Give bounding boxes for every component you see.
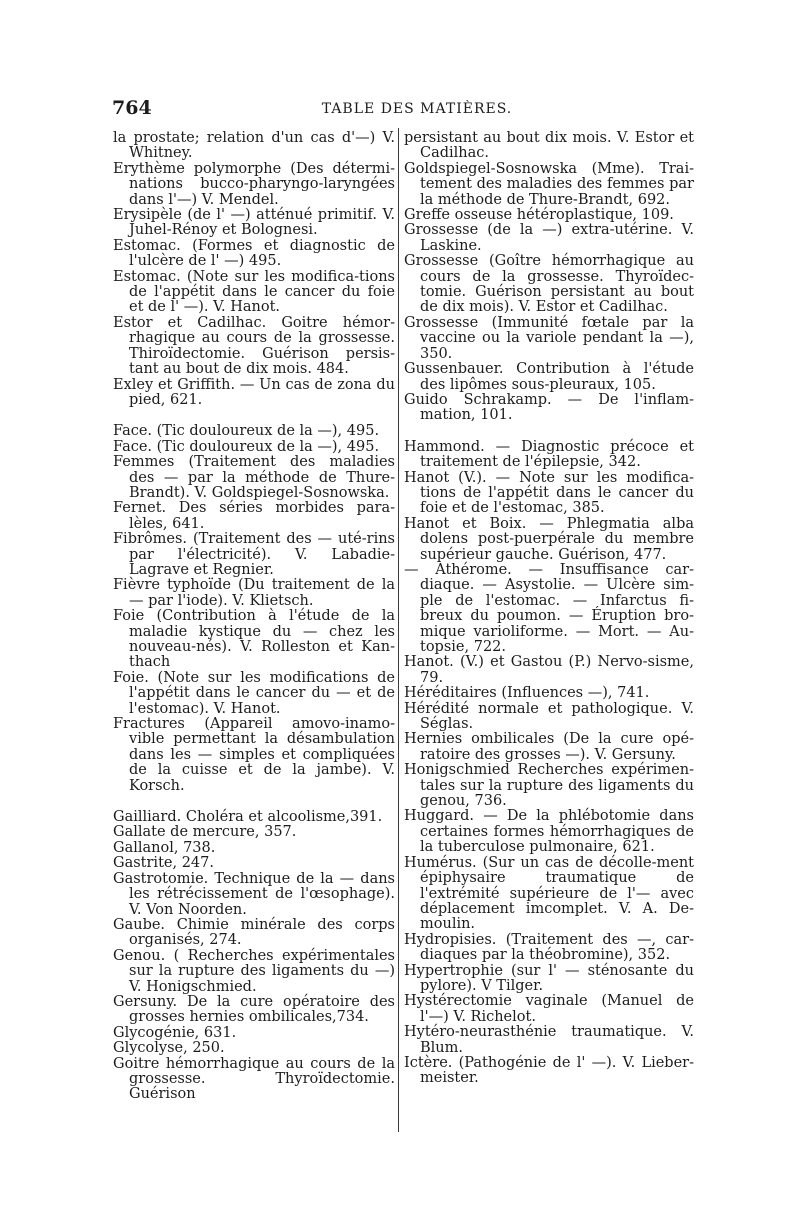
index-entry: Grossesse (Goître hémorrhagique au cours de la grossesse. Thyroïdec-tomie. Guérison persistant au bout de dix mois). V. Estor et Cadilhac.: [404, 253, 694, 316]
index-entry: Gussenbauer. Contribution à l'étude des lipômes sous-pleuraux, 105.: [404, 361, 694, 393]
index-entry: Honigschmied Recherches expérimen-tales sur la rupture des ligaments du genou, 736.: [404, 762, 694, 810]
index-entry: Hanot et Boix. — Phlegmatia alba dolens post-puerpérale du membre supérieur gauche. Guérison, 477.: [404, 515, 694, 563]
index-entry: Femmes (Traitement des maladies des — par la méthode de Thure-Brandt). V. Goldspiegel-Sosnowska.: [113, 454, 395, 501]
index-entry: Genou. ( Recherches expérimentales sur la rupture des ligaments du —) V. Honigschmied.: [113, 947, 395, 995]
index-entry: Goitre hémorrhagique au cours de la grossesse. Thyroïdectomie. Guérison: [113, 1055, 395, 1103]
left-index-column: [113, 131, 395, 1103]
index-entry: Huggard. — De la phlébotomie dans certaines formes hémorrhagiques de la tuberculose pulmonaire, 621.: [404, 808, 694, 856]
index-entry: Gailliard. Choléra et alcoolisme,391.: [113, 809, 383, 826]
index-entry: Hypertrophie (sur l' — sténosante du pylore). V Tilger.: [404, 962, 694, 994]
index-entry: Hanot (V.). — Note sur les modifica-tions de l'appétit dans le cancer du foie et de l'estomac, 385.: [404, 469, 694, 517]
index-entry: la prostate; relation d'un cas d'—) V. Whitney.: [113, 130, 395, 162]
index-entry: Estor et Cadilhac. Goitre hémor-rhagique au cours de la grossesse. Thiroïdectomie. Guérison persis-tant au bout de dix mois. 484.: [113, 314, 395, 378]
index-entry: Grossesse (de la —) extra-utérine. V. Laskine.: [404, 222, 694, 254]
index-entry: Glycolyse, 250.: [113, 1040, 225, 1057]
page-number: 764: [112, 97, 152, 119]
index-entry: Goldspiegel-Sosnowska (Mme). Trai-tement des maladies des femmes par la méthode de Thure-Brandt, 692.: [404, 160, 694, 208]
index-entry: Face. (Tic douloureux de la —), 495.: [113, 423, 380, 440]
section-gap: [113, 408, 395, 424]
page-header: [112, 97, 722, 121]
index-entry: Exley et Griffith. — Un cas de zona du pied, 621.: [113, 376, 395, 408]
index-entry: Face. (Tic douloureux de la —), 495.: [113, 438, 380, 455]
index-entry: Hammond. — Diagnostic précoce et traitement de l'épilepsie, 342.: [404, 438, 694, 471]
column-divider: [398, 128, 399, 1132]
index-entry: Greffe osseuse hétéroplastique, 109.: [404, 207, 674, 224]
index-entry: Hydropisies. (Traitement des —, car-diaques par la théobromine), 352.: [404, 931, 694, 964]
section-gap: [113, 794, 395, 810]
index-entry: Grossesse (Immunité fœtale par la vaccine ou la variole pendant la —), 350.: [404, 314, 694, 362]
index-entry: Hanot. (V.) et Gastou (P.) Nervo-sisme, 79.: [404, 654, 694, 686]
index-entry: Héréditaires (Influences —), 741.: [404, 685, 650, 702]
right-index-column: [404, 131, 694, 1087]
index-entry: Ictère. (Pathogénie de l' —). V. Lieber-meister.: [404, 1054, 694, 1087]
section-gap: [404, 424, 694, 440]
index-entry: Gersuny. De la cure opératoire des grosses hernies ombilicales,734.: [113, 993, 395, 1026]
index-entry: Foie. (Note sur les modifications de l'appétit dans le cancer du — et de l'estomac). V. Hanot.: [113, 669, 395, 717]
index-entry: Hérédité normale et pathologique. V. Séglas.: [404, 700, 694, 733]
index-entry: Hernies ombilicales (De la cure opé-ratoire des grosses —). V. Gersuny.: [404, 731, 694, 763]
index-entry: Fernet. Des séries morbides para-lèles, 641.: [113, 500, 395, 532]
index-entry: — Athérome. — Insuffisance car-diaque. — Asystolie. — Ulcère sim-ple de l'estomac. — Infarctus fi-breux du poumon. — Éruption bro-mique varioliforme. — Mort. — Au-topsie, 722.: [404, 561, 694, 655]
running-title: TABLE DES MATIÈRES.: [321, 101, 513, 117]
index-entry: Erysipèle (de l' —) atténué primitif. V. Juhel-Rénoy et Bolognesi.: [113, 207, 395, 239]
index-entry: Erythème polymorphe (Des détermi-nations bucco-pharyngo-laryngées dans l'—) V. Mendel.: [113, 160, 395, 208]
index-entry: Gastrotomie. Technique de la — dans les rétrécissement de l'œsophage). V. Von Noorden.: [113, 870, 395, 918]
index-entry: Humérus. (Sur un cas de décolle-ment épiphysaire traumatique de l'extrémité supérieure de l'— avec déplacement imcomplet. V. A. De-moulin.: [404, 854, 694, 933]
index-entry: Fièvre typhoïde (Du traitement de la — par l'iode). V. Klietsch.: [113, 577, 395, 609]
index-entry: Gaube. Chimie minérale des corps organisés, 274.: [113, 916, 395, 949]
index-entry: Hystérectomie vaginale (Manuel de l'—) V. Richelot.: [404, 993, 694, 1025]
index-entry: Guido Schrakamp. — De l'inflam-mation, 101.: [404, 391, 694, 424]
index-entry: Glycogénie, 631.: [113, 1024, 237, 1041]
index-entry: Gallate de mercure, 357.: [113, 824, 297, 841]
index-entry: Fractures (Appareil amovo-inamo-vible permettant la désambulation dans les — simples et compliquées de la cuisse et de la jambe). V. Korsch.: [113, 716, 395, 794]
index-entry: persistant au bout dix mois. V. Estor et Cadilhac.: [404, 130, 694, 162]
index-entry: Gallanol, 738.: [113, 839, 216, 856]
index-entry: Hytéro-neurasthénie traumatique. V. Blum.: [404, 1024, 694, 1056]
index-entry: Foie (Contribution à l'étude de la maladie kystique du — chez les nouveau-nés). V. Rolleston et Kan-thach: [113, 608, 395, 671]
index-entry: Fibrômes. (Traitement des — uté-rins par l'électricité). V. Labadie-Lagrave et Regnier.: [113, 531, 395, 578]
index-entry: Gastrite, 247.: [113, 855, 214, 872]
index-entry: Estomac. (Note sur les modifica-tions de l'appétit dans le cancer du foie et de l' —). V. Hanot.: [113, 268, 395, 316]
index-entry: Estomac. (Formes et diagnostic de l'ulcère de l' —) 495.: [113, 237, 395, 270]
